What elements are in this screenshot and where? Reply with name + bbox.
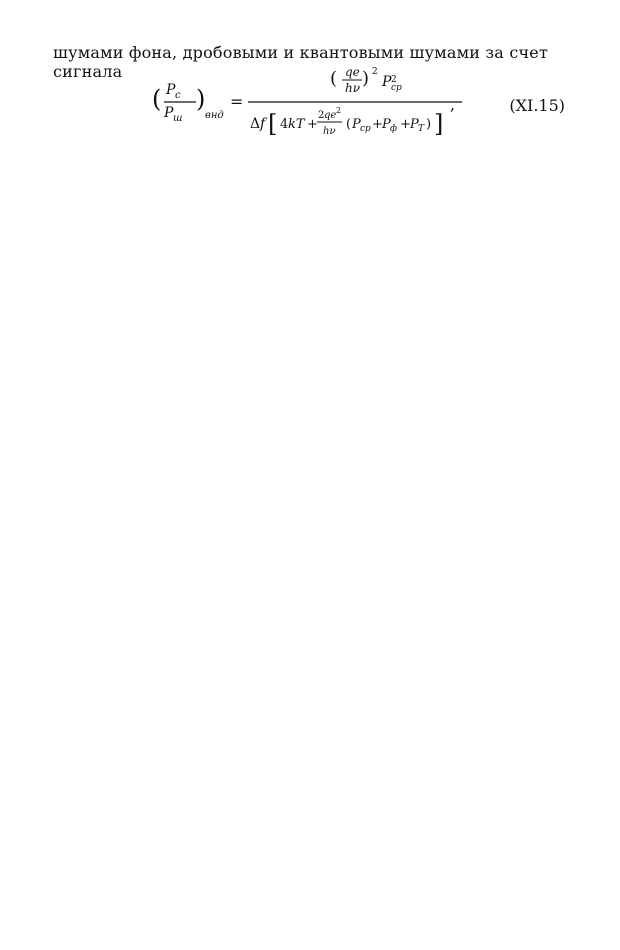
intro-text-line: шумами фона, дробовыми и квантовыми шумами за счет сигнала (53, 43, 548, 81)
svg-text:2: 2 (336, 106, 342, 115)
svg-text:(: ( (152, 85, 162, 113)
svg-text:kT: kT (288, 117, 305, 132)
svg-text:2: 2 (318, 110, 325, 121)
svg-text:): ) (362, 68, 370, 89)
svg-text:внд: внд (205, 110, 224, 121)
svg-text:+: + (372, 117, 383, 132)
svg-text:P: P (352, 117, 361, 132)
svg-text:P: P (410, 117, 419, 132)
svg-text:Δ: Δ (250, 116, 261, 132)
svg-text:P: P (382, 74, 392, 90)
svg-text:): ) (196, 85, 206, 113)
svg-text:P: P (382, 117, 391, 132)
svg-text:,: , (450, 95, 456, 114)
equation-xi15 (150, 62, 570, 142)
svg-text:[: [ (268, 110, 278, 138)
svg-text:f: f (260, 116, 266, 132)
svg-text:): ) (426, 117, 432, 132)
svg-text:hν: hν (323, 126, 336, 137)
svg-text:(: ( (330, 68, 338, 89)
equation-number-xi15: (XI.15) (509, 96, 565, 115)
svg-text:(: ( (346, 117, 352, 132)
svg-text:=: = (230, 92, 244, 111)
svg-text:qe: qe (345, 65, 360, 79)
svg-text:]: ] (434, 110, 444, 138)
svg-text:2: 2 (372, 67, 378, 77)
svg-text:ф: ф (390, 124, 398, 134)
svg-text:P: P (166, 82, 176, 98)
svg-text:qe: qe (324, 110, 337, 121)
svg-text:T: T (418, 124, 425, 134)
svg-text:+: + (307, 117, 318, 132)
svg-text:cp: cp (360, 124, 371, 134)
svg-text:P: P (164, 105, 174, 121)
svg-text:2: 2 (391, 75, 397, 85)
svg-text:+: + (400, 117, 411, 132)
svg-text:hν: hν (345, 81, 361, 95)
svg-text:4: 4 (280, 117, 289, 132)
svg-text:c: c (175, 90, 181, 101)
svg-text:ш: ш (173, 113, 183, 124)
svg-text:cp: cp (391, 83, 402, 93)
